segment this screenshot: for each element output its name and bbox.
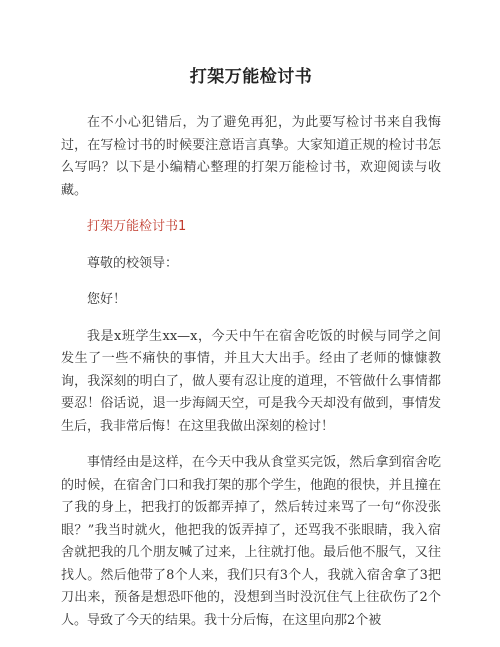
section-heading: 打架万能检讨书1 [87, 219, 187, 234]
intro-paragraph: 在不小心犯错后，为了避免再犯，为此要写检讨书来自我悔过，在写检讨书的时候要注意语言真挚。大家知道正规的检讨书怎么写吗？以下是小编精心整理的打架万能检讨书，欢迎阅读与收藏。 [61, 115, 441, 198]
body-paragraph-2: 事情经由是这样，在今天中我从食堂买完饭，然后拿到宿舍吃的时候，在宿舍门口和我打架的那个学生，他跑的很快，并且撞在了我的身上，把我打的饭都弄掉了，然后转过来骂了一句“你没张眼？”我当时就火，他把我的饭弄掉了，还骂我不张眼睛，我入宿舍就把我的几个朋友喊了过来，上往就打他。最后他不服气，又往找人。然后他带了8个人来，我们只有3个人，我就入宿舍拿了3把刀出来，预备是想恐吓他的，没想到当时没沉住气上往砍伤了2个人。导致了今天的结果。我十分后悔，在这里向那2个被 [61, 455, 441, 628]
salutation: 尊敬的校领导： [87, 255, 179, 271]
body-paragraph-1: 我是x班学生xx—x，今天中午在宿舍吃饭的时候与同学之间发生了一些不痛快的事情，并且大大出手。经由了老师的慷慷教询，我深刻的明白了，做人要有忍让度的道理，不管做什么事情都要忍！俗话说，退一步海阔天空，可是我今天却没有做到，事情发生后，我非常后悔！在这里我做出深刻的检讨！ [61, 328, 441, 434]
greeting: 您好！ [87, 292, 127, 307]
document-title: 打架万能检讨书 [189, 67, 313, 87]
